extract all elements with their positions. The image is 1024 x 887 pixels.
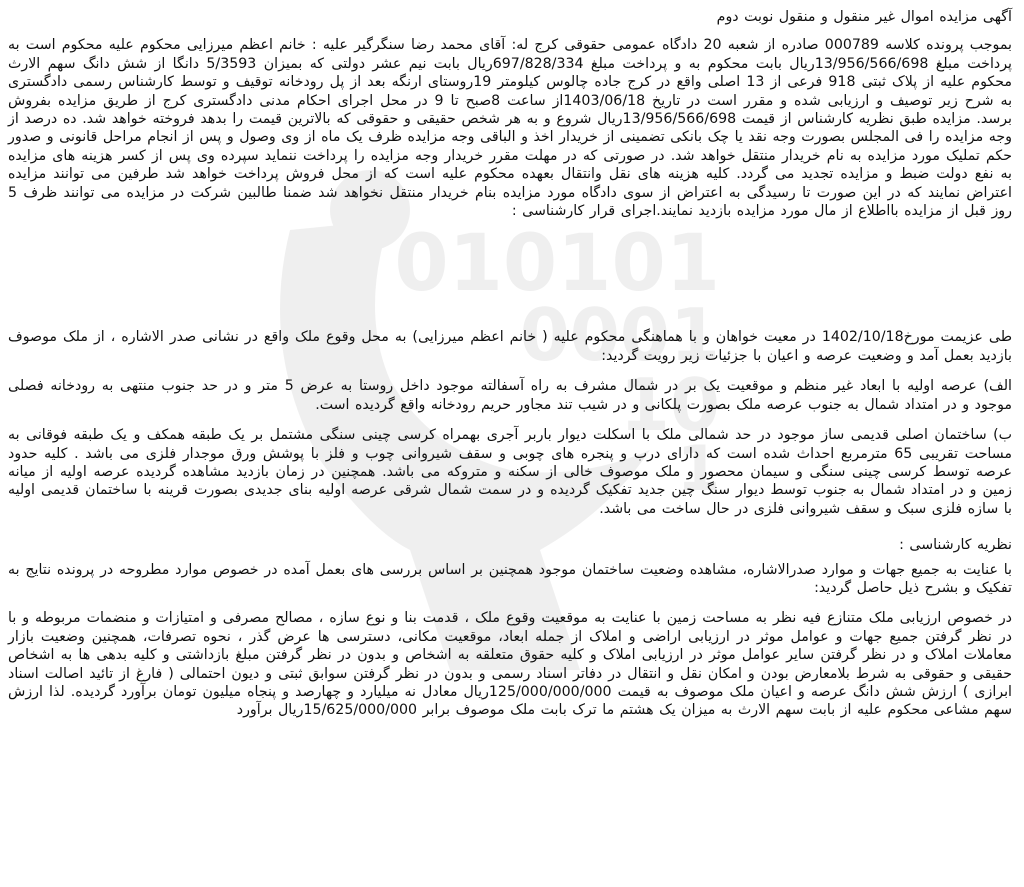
paragraph-land-description: الف) عرصه اولیه با ابعاد غیر منظم و موقعیت یک بر در شمال مشرف به راه آسفالته موجود داخل روستا به عرض 5 متر و در حد جنوب منتهی به رودخانه فصلی موجود و در امتداد شمال به جنوب عرصه ملک بصورت پلکانی و در شیب تند مجاور حریم رودخانه واقع گردیده است.	[8, 378, 1012, 413]
paragraph-valuation: در خصوص ارزیابی ملک متنازع فیه نظر به مساحت زمین با عنایت به موقعیت وقوع ملک ، قدمت بنا و نوع سازه ، مصالح مصرفی و امتیازات و منضمات مربوطه و با در نظر گرفتن جمیع جهات و عوامل موثر در ارزیابی اراضی و املاک از جمله ابعاد، موقعیت مکانی، دسترسی ها عرض گذر ، نحوه تصرفات، همچنین وضعیت بازار معاملات املاک و در نظر گرفتن سایر عوامل موثر در ارزیابی املاک و کلیه حقوق متعلقه به اشخاص و بدون در نظر گرفتن مبلغ بازداشتی و کلیه بدهی ها به اشخاص حقیقی و حقوقی به شرط بلامعارض بودن و امکان نقل و انتقال در دفاتر اسناد رسمی و بدون در نظر گرفتن سوابق ثبتی و دیون احتمالی ( فارغ از تائید اصالت اسناد ابرازی ) ارزش شش دانگ عرصه و اعیان ملک موصوف به قیمت 125/000/000/000ریال معادل نه میلیارد و چهارصد و پنجاه میلیون تومان برآورد گردیده. لذا ارزش سهم مشاعی محکوم علیه از بابت سهم الارث به میزان یک هشتم ما ترک بابت ملک موصوف برابر 15/625/000/000ریال برآورد	[8, 610, 1012, 719]
paragraph-building-description: ب) ساختمان اصلی قدیمی ساز موجود در حد شمالی ملک با اسکلت دیوار باربر آجری بهمراه کرسی چینی سنگی مشتمل بر یک طبقه همکف و یک طبقه فوقانی به مساحت تقریبی 65 مترمربع احداث شده است که دارای درب و پنجره های چوبی و سقف شیروانی چوب و فلز با پوشش ورق موجدار فلزی می باشد . کلیه حدود عرصه توسط کرسی چینی سنگی و سیمان محصور و ملک موصوف خالی از سکنه و متروکه می باشد. همچنین در زمان بازدید مشاهده گردیده عرصه اولیه از میانه زمین و در امتداد شمال به جنوب توسط دیوار سنگ چین جدید تفکیک گردیده و در سمت شمال شرقی عرصه اولیه بنای جدیدی بصورت قرینه با ساختمان قدیمی اولیه با سازه فلزی سبک و سقف شیروانی فلزی در حال ساخت می باشد.	[8, 427, 1013, 517]
expert-opinion-heading: نظریه کارشناسی :	[899, 537, 1012, 554]
notice-title: آگهی مزایده اموال غیر منقول و منقول نوبت دوم	[716, 9, 1012, 25]
watermark-line-1: 010101	[394, 219, 720, 309]
spacer	[8, 601, 1012, 609]
spacer	[8, 224, 1012, 328]
spacer	[8, 369, 1012, 377]
watermark-line-2: 0001	[519, 293, 720, 377]
spacer	[8, 522, 1012, 530]
watermark-line-4: 1	[676, 432, 720, 505]
paragraph-visit: طی عزیمت مورخ1402/10/18 در معیت خواهان و با هماهنگی محکوم علیه ( خانم اعظم میرزایی) به محل وقوع ملک واقع در نشانی صدر الاشاره ، از ملک موصوف بازدید بعمل آمد و وضعیت عرصه و اعیان با جزئیات زیر رویت گردید:	[8, 329, 1012, 364]
watermark-line-3: 10	[619, 363, 720, 447]
spacer	[8, 418, 1012, 426]
notice-document	[8, 4, 1012, 724]
paragraph-case-details: بموجب پرونده کلاسه 000789 صادره از شعبه 20 دادگاه عمومی حقوقی کرج له: آقای محمد رضا سنگرگیر علیه : خانم اعظم میرزایی محکوم علیه محکوم است به پرداخت مبلغ 13/956/566/698ریال بابت محکوم به و پرداخت مبلغ 697/828/334ریال بابت نیم عشر دولتی که بمیزان 5/3593 دانگا از شش دانگ سهم الارث محکوم علیه از پلاک ثبتی 918 فرعی از 13 اصلی واقع در کرج جاده چالوس کیلومتر 19روستای ارنگه بعد از پل رودخانه توقیف و توسط کارشناس رسمی دادگستری به شرح زیر توصیف و ارزیابی شده و مقرر است در تاریخ 1403/06/18از ساعت 8صبح تا 9 در محل اجرای احکام مدنی دادگستری کرج از طریق مزایده بفروش برسد. مزایده طبق نظریه کارشناس از قیمت 13/956/566/698ریال شروع و به هر شخص حقیقی و حقوقی که بالاترین قیمت را بدهد فروخته خواهد شد. ده درصد از وجه مزایده را فی المجلس بصورت وجه نقد یا چک بانکی تضمینی از خریدار اخذ و الباقی وجه مزایده ظرف یک ماه از وی وصول و پس از انجام مراحل قانونی و صدور حکم تملیک مورد مزایده به نام خریدار منتقل خواهد شد. در صورتی که در مهلت مقرر خریدار وجه مزایده را پرداخت ننماید سپرده وی پس از کسر هزینه های مزایده به نفع دولت ضبط و مزایده تجدید می گردد. کلیه هزینه های نقل وانتقال بعهده محکوم علیه است که از محل فروش پرداخت خواهد شد طرفین می توانند مزایده اعتراض نمایند که در این صورت تا رسیدگی به اعتراض از سوی دادگاه مورد مزایده بنام خریدار منتقل نخواهد شد ضمنا طالبین شرکت در مزایده می توانند ظرف 5 روز قبل از مزایده بااطلاع از مال مورد مزایده بازدید نمایند.اجرای قرار کارشناسی :	[8, 37, 1013, 220]
paragraph-expert-intro: با عنایت به جمیع جهات و موارد صدرالاشاره، مشاهده وضعیت ساختمان موجود همچنین بر اساس بررسی های بعمل آمده در خصوص موارد مطروحه در پرونده نتایج به تفکیک و بشرح ذیل حاصل گردید:	[8, 561, 1012, 596]
